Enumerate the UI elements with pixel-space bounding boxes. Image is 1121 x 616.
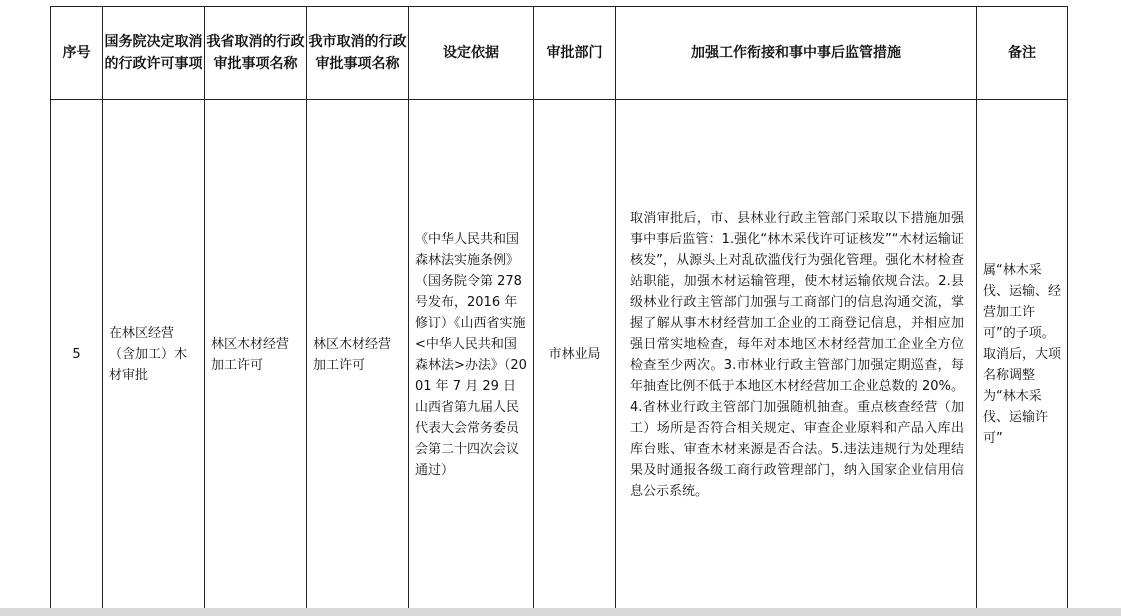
cell-remarks — [977, 100, 1068, 610]
province-item-text: 林区木材经营加工许可 — [211, 336, 290, 373]
department-text: 市林业局 — [548, 347, 601, 362]
measures-text: 取消审批后，市、县林业行政主管部门采取以下措施加强事中事后监管：1.强化“林木采伐许可证核发”“木材运输证核发”，从源头上对乱砍滥伐行为强化管理。强化木材检查站职能，加强木材运输管理，使木材运输依规合法。2.县级林业行政主管部门加强与工商部门的信息沟通交流，掌握了解从事木材经营加工企业的工商登记信息，并相应加强日常实地检查，每年对本地区木材经营加工企业全方位检查至少两次。3.市林业行政主管部门加强定期巡查，每年抽查比例不低于本地区木材经营加工企业总数的 20%。4.省林业行政主管部门加强随机抽查。重点核查经营（加工）场所是否符合相关规定、审查企业原料和产品入库出库台账、审查木材来源是否合法。5.违法违规行为处理结果及时通报各级工商行政管理部门，纳入国家企业信用信息公示系统。 — [630, 210, 964, 499]
horizontal-scrollbar[interactable] — [0, 608, 1121, 616]
cell-basis — [409, 100, 534, 610]
basis-text: 《中华人民共和国森林法实施条例》（国务院令第 278 号发布，2016 年修订）《山西省实施<中华人民共和国森林法>办法》（2001 年 7 月 29 日山西省第九届人民代表大会常务委员会第二十四次会议通过） — [415, 231, 527, 478]
header-state-item: 国务院决定取消的行政许可事项 — [103, 7, 205, 100]
header-row — [51, 7, 1068, 100]
header-department: 审批部门 — [534, 7, 616, 100]
cell-city-item — [307, 100, 409, 610]
cell-measures — [616, 100, 977, 610]
city-item-text: 林区木材经营加工许可 — [313, 336, 392, 373]
header-basis: 设定依据 — [409, 7, 534, 100]
header-measures: 加强工作衔接和事中事后监管措施 — [616, 7, 977, 100]
cancelled-approvals-table — [50, 6, 1068, 610]
cell-state-item — [103, 100, 205, 610]
header-province-item: 我省取消的行政审批事项名称 — [205, 7, 307, 100]
table-row — [51, 100, 1068, 610]
header-city-item: 我市取消的行政审批事项名称 — [307, 7, 409, 100]
state-item-text: 在林区经营（含加工）木材审批 — [109, 326, 188, 383]
cell-department — [534, 100, 616, 610]
header-remarks: 备注 — [977, 7, 1068, 100]
cell-seq: 5 — [51, 100, 103, 610]
header-seq: 序号 — [51, 7, 103, 100]
remarks-text: 属“林木采伐、运输、经营加工许可”的子项。取消后，大项名称调整为“林木采伐、运输许可” — [983, 263, 1062, 446]
cell-province-item — [205, 100, 307, 610]
